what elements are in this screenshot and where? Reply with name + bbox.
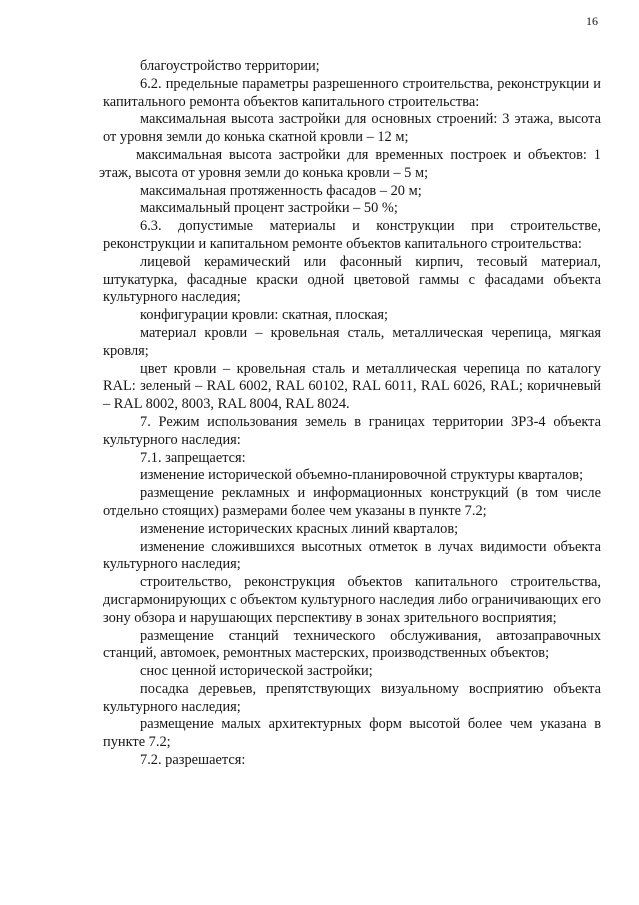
body-paragraph: максимальная протяженность фасадов – 20 м; (140, 182, 422, 199)
body-paragraph: размещение станций технического обслуживания, автозаправочных станций, автомоек, ремонтных мастерских, производственных объектов; (103, 627, 601, 662)
body-paragraph: размещение малых архитектурных форм высотой более чем указана в пункте 7.2; (103, 716, 601, 751)
document-body (99, 58, 601, 770)
body-paragraph: строительство, реконструкция объектов капитального строительства, дисгармонирующих с объектом культурного наследия либо ограничивающих его зону обзора и нарушающих перспективу в зонах зрительного восприятия; (103, 574, 601, 626)
page-number: 16 (586, 14, 598, 28)
body-paragraph: конфигурации кровли: скатная, плоская; (140, 307, 388, 324)
body-paragraph: изменение исторических красных линий кварталов; (140, 520, 459, 537)
body-paragraph: максимальный процент застройки – 50 %; (140, 200, 398, 217)
body-paragraph: 7.1. запрещается: (140, 449, 246, 466)
body-paragraph: благоустройство территории; (140, 58, 320, 74)
body-paragraph: 7.2. разрешается: (140, 752, 246, 769)
body-paragraph: посадка деревьев, препятствующих визуальному восприятию объекта культурного наследия; (103, 680, 601, 715)
body-paragraph: изменение сложившихся высотных отметок в лучах видимости объекта культурного наследия; (103, 538, 601, 573)
body-paragraph: лицевой керамический или фасонный кирпич, тесовый материал, штукатурка, фасадные краски одной цветовой гаммы с фасадами объекта культурного наследия; (103, 253, 601, 306)
body-paragraph: снос ценной исторической застройки; (140, 663, 373, 680)
body-paragraph: 7. Режим использования земель в границах территории ЗРЗ-4 объекта культурного наследия: (103, 413, 601, 448)
body-paragraph: максимальная высота застройки для основных строений: 3 этажа, высота от уровня земли до конька скатной кровли – 12 м; (103, 111, 601, 146)
body-paragraph: 6.2. предельные параметры разрешенного строительства, реконструкции и капитального ремонта объектов капитального строительства: (103, 75, 601, 110)
body-paragraph: 6.3. допустимые материалы и конструкции при строительстве, реконструкции и капитальном ремонте объектов капитального строительства: (103, 218, 601, 252)
body-paragraph: изменение исторической объемно-планировочной структуры кварталов; (140, 467, 584, 484)
body-paragraph: максимальная высота застройки для временных построек и объектов: 1 этаж, высота от уровня земли до конька кровли – 5 м; (99, 146, 601, 181)
body-paragraph: цвет кровли – кровельная сталь и металлическая черепица по каталогу RAL: зеленый – RAL 6002, RAL 60102, RAL 6011, RAL 6026, RAL; коричневый – RAL 8002, 8003, RAL 8004, RAL 8024. (103, 360, 601, 413)
body-paragraph: размещение рекламных и информационных конструкций (в том числе отдельно стоящих) размерами более чем указаны в пункте 7.2; (103, 485, 601, 519)
body-paragraph: материал кровли – кровельная сталь, металлическая черепица, мягкая кровля; (103, 324, 601, 359)
